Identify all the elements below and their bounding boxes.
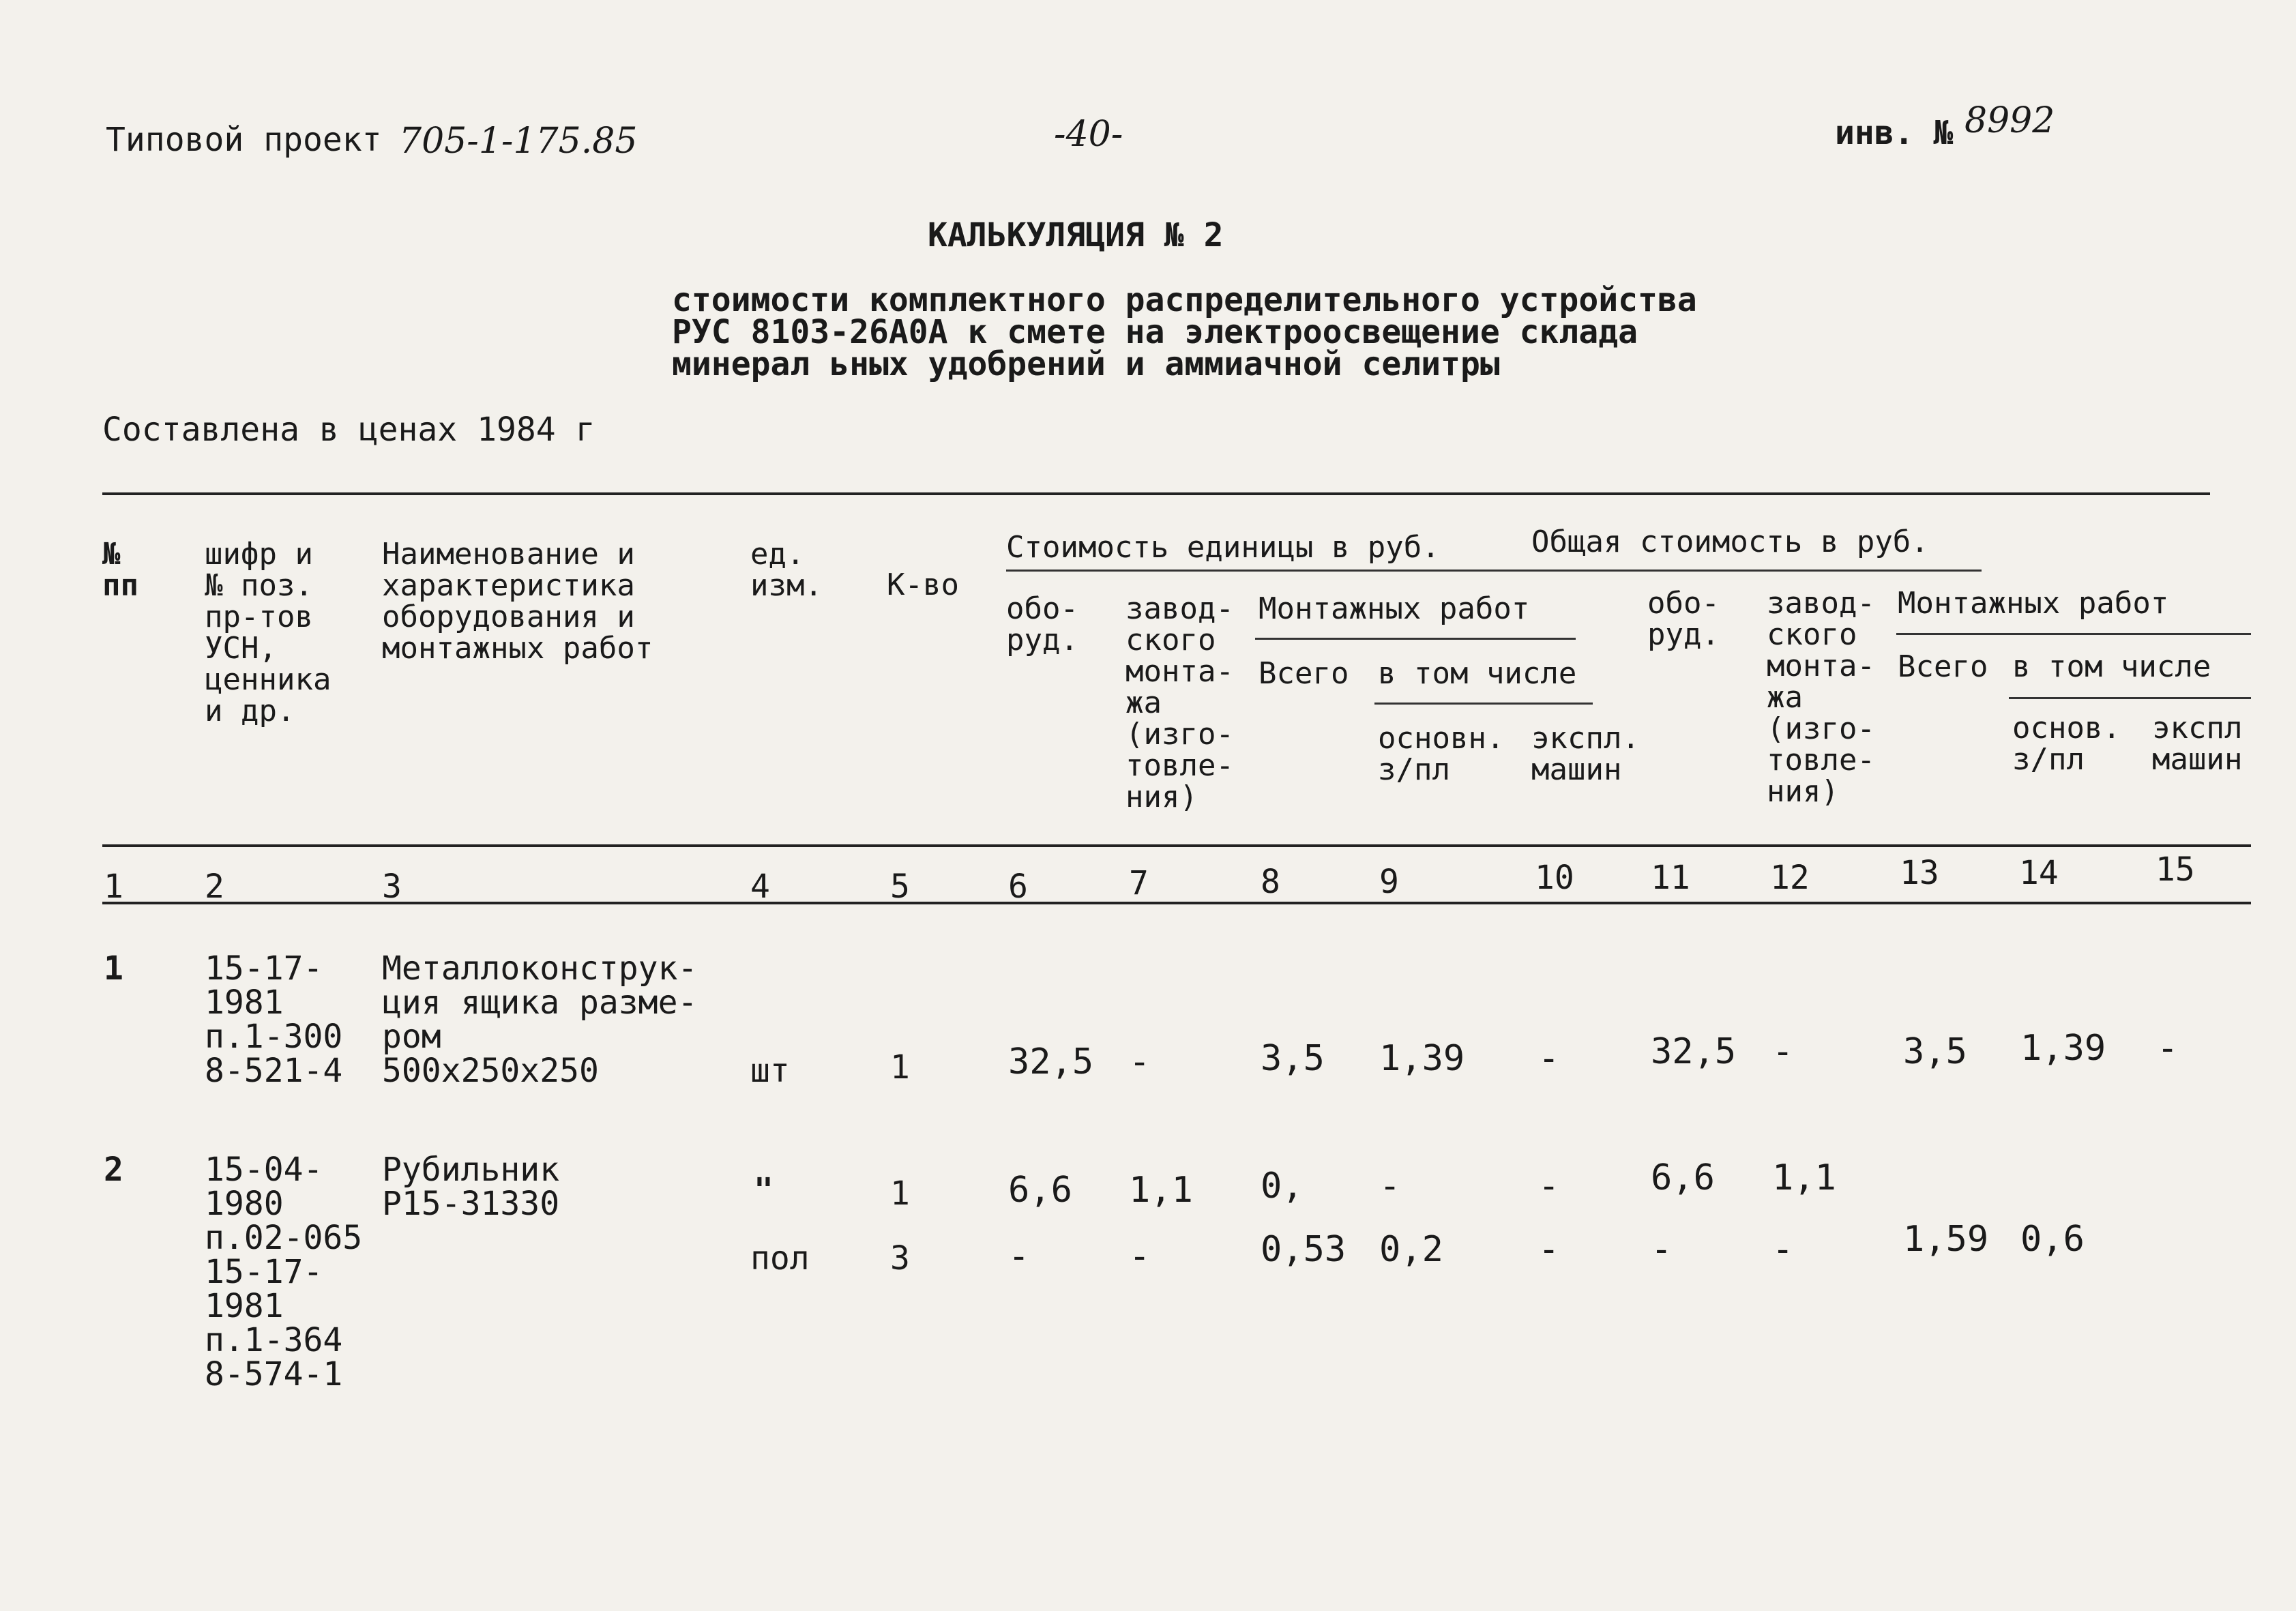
col-number-9: 9: [1379, 863, 1399, 901]
header-rule-unit-total: [1006, 570, 1982, 572]
page-number: -40-: [1054, 114, 1123, 155]
row1-factory-unit: -: [1129, 1041, 1151, 1082]
row2-line1-qty: 1: [890, 1174, 910, 1213]
row2-line2-factory-unit: -: [1129, 1236, 1151, 1277]
header-incl-total: в том числе: [2012, 649, 2211, 684]
col-number-3: 3: [382, 868, 402, 906]
row2-line2-base-wage-total: 0,6: [2020, 1219, 2085, 1260]
header-equipment-unit: обо- руд.: [1006, 591, 1078, 657]
row2-code: 15-04- 1980 п.02-065 15-17- 1981 п.1-364 8-574-1: [205, 1151, 363, 1393]
col-number-11: 11: [1651, 859, 1690, 897]
column-number-rule: [102, 902, 2251, 904]
row2-line1-mount-total-unit: 0,: [1261, 1166, 1304, 1207]
row2-line2-mount-total-unit: 0,53: [1261, 1229, 1346, 1270]
col-number-7: 7: [1129, 864, 1149, 902]
inventory-number: 8992: [1964, 100, 2055, 141]
col-number-4: 4: [750, 868, 770, 906]
row2-line2-equipment-total: -: [1651, 1229, 1673, 1270]
row2-line2-unit: пол: [750, 1239, 810, 1277]
header-unit: ед. изм.: [750, 537, 823, 603]
row1-name: Металлоконструк- ция ящика разме- ром 500х250х250: [382, 949, 698, 1090]
header-code: шифр и № поз. пр-тов УСН, ценника и др.: [205, 537, 332, 728]
header-name: Наименование и характеристика оборудования и монтажных работ: [382, 537, 653, 666]
row2-line2-equipment-unit: -: [1008, 1236, 1030, 1277]
row2-line2-base-wage-unit: 0,2: [1379, 1229, 1443, 1270]
header-quantity: К-во: [887, 567, 959, 602]
subtitle-line-3: минерал ьных удобрений и аммиачной селитры: [672, 345, 1500, 383]
row1-code: 15-17- 1981 п.1-300 8-521-4: [205, 949, 343, 1090]
header-rule-incl-total: [2009, 697, 2251, 699]
row2-line2-machines-unit: -: [1538, 1229, 1560, 1270]
row1-equipment-unit: 32,5: [1008, 1041, 1094, 1082]
project-label: Типовой проект: [106, 121, 382, 159]
compiled-note: Составлена в ценах 1984 г: [102, 411, 595, 449]
header-machines-total: экспл машин: [2152, 711, 2243, 777]
row1-mount-total-unit: 3,5: [1261, 1038, 1325, 1079]
header-bottom-rule: [102, 844, 2251, 847]
col-number-8: 8: [1261, 863, 1280, 901]
row1-base-wage-unit: 1,39: [1379, 1038, 1465, 1079]
row2-line2-mount-total-total: 1,59: [1903, 1219, 1989, 1260]
table-top-rule: [102, 492, 2210, 495]
header-rule-mount-total: [1896, 633, 2251, 635]
row2-line2-qty: 3: [890, 1239, 910, 1277]
col-number-2: 2: [205, 868, 224, 906]
header-row-number: № пп: [102, 537, 138, 603]
header-base-wage-unit: основн. з/пл: [1378, 721, 1505, 787]
document-title: КАЛЬКУЛЯЦИЯ № 2: [928, 216, 1224, 254]
row2-line1-unit: ": [754, 1171, 774, 1209]
header-equipment-total: обо- руд.: [1647, 586, 1720, 652]
col-number-1: 1: [104, 868, 123, 906]
subtitle-line-2: РУС 8103-26А0А к смете на электроосвещение склада: [672, 313, 1638, 351]
row1-equipment-total: 32,5: [1651, 1031, 1737, 1072]
header-mount-unit: Монтажных работ: [1259, 591, 1530, 626]
row2-line1-equipment-unit: 6,6: [1008, 1170, 1072, 1211]
inventory-label: инв. №: [1835, 114, 1954, 152]
row1-machines-total: -: [2157, 1028, 2179, 1069]
header-total-cost: Общая стоимость в руб.: [1531, 524, 1929, 559]
header-mount-total: Монтажных работ: [1898, 586, 2169, 621]
col-number-12: 12: [1770, 859, 1810, 897]
header-total-unit: Всего: [1259, 656, 1349, 691]
row1-qty: 1: [890, 1048, 910, 1087]
col-number-15: 15: [2155, 851, 2195, 889]
row2-line1-base-wage-unit: -: [1379, 1166, 1401, 1207]
row1-number: 1: [104, 949, 123, 988]
header-rule-mount-unit: [1255, 638, 1576, 640]
row1-unit: шт: [750, 1052, 790, 1090]
row1-machines-unit: -: [1538, 1038, 1560, 1079]
col-number-6: 6: [1008, 868, 1028, 906]
header-factory-unit: завод- ского монта- жа (изго- товле- ния): [1125, 591, 1234, 814]
row2-name: Рубильник Р15-31330: [382, 1151, 560, 1223]
row2-line1-factory-unit: 1,1: [1129, 1170, 1193, 1211]
header-factory-total: завод- ского монта- жа (изго- товле- ния): [1767, 586, 1875, 809]
row2-line1-machines-unit: -: [1538, 1166, 1560, 1207]
header-base-wage-total: основ. з/пл: [2012, 711, 2121, 777]
row2-number: 2: [104, 1151, 123, 1189]
row2-line1-equipment-total: 6,6: [1651, 1157, 1715, 1198]
row1-base-wage-total: 1,39: [2020, 1028, 2106, 1069]
header-unit-cost: Стоимость единицы в руб.: [1006, 530, 1440, 565]
col-number-14: 14: [2019, 854, 2059, 892]
row1-mount-total-total: 3,5: [1903, 1031, 1967, 1072]
subtitle-line-1: стоимости комплектного распределительного устройства: [672, 281, 1697, 319]
project-number: 705-1-175.85: [399, 121, 638, 162]
row1-factory-total: -: [1772, 1031, 1794, 1072]
col-number-13: 13: [1900, 854, 1939, 892]
header-machines-unit: экспл. машин: [1531, 721, 1640, 787]
header-total-total: Всего: [1898, 649, 1988, 684]
col-number-5: 5: [890, 868, 910, 906]
header-incl-unit: в том числе: [1378, 656, 1577, 691]
col-number-10: 10: [1535, 859, 1574, 897]
header-rule-incl-unit: [1374, 703, 1593, 705]
row2-line2-factory-total: -: [1772, 1229, 1794, 1270]
row2-line1-factory-total: 1,1: [1772, 1157, 1836, 1198]
